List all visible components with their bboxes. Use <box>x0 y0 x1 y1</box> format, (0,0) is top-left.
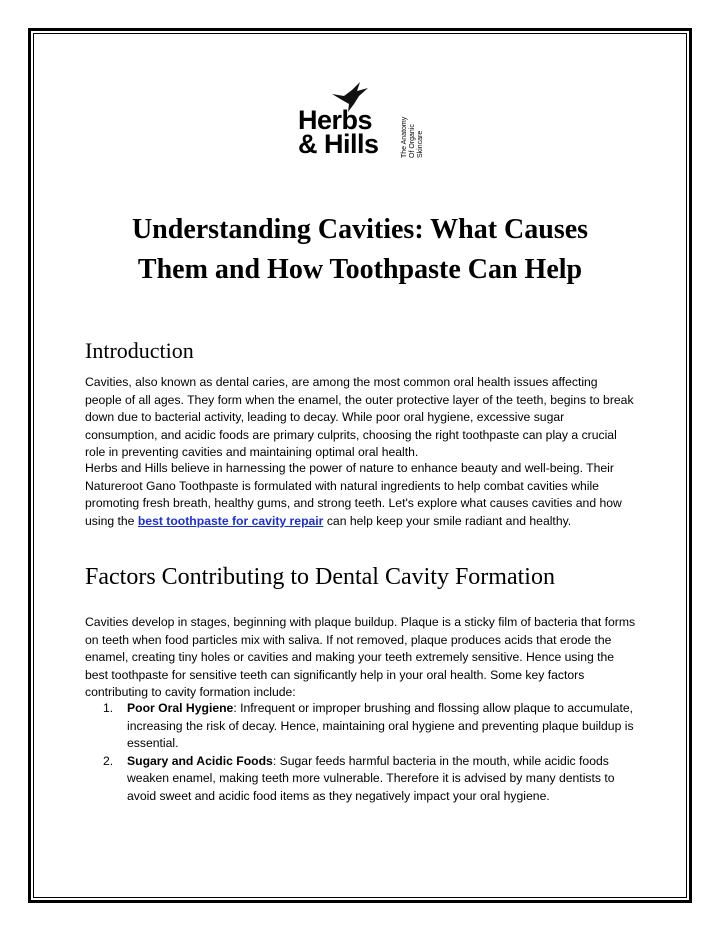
logo-tagline-1: The Anatomy <box>401 116 408 158</box>
cavity-repair-link[interactable]: best toothpaste for cavity repair <box>137 513 324 528</box>
title-line-2: Them and How Toothpaste Can Help <box>137 254 583 285</box>
intro-paragraph-2 <box>85 460 637 530</box>
title-line-1: Understanding Cavities: What Causes <box>131 214 589 245</box>
logo-tagline-3: Skincare <box>417 130 424 158</box>
document-title <box>90 210 630 290</box>
intro-paragraph-1: Cavities, also known as dental caries, are among the most common oral health issues affecting people of all ages. They form when the enamel, the outer protective layer of the teeth, begins to break down due to bacterial activity, leading to decay. While poor oral hygiene, excessive sugar consumption, and acidic foods are primary culprits, choosing the right toothpaste can play a crucial role in preventing cavities and maintaining optimal oral health. <box>85 375 634 460</box>
list-item-term: Sugary and Acidic Foods <box>127 753 273 768</box>
intro-paragraph-2-start: Herbs and Hills believe in harnessing the power of nature to enhance beauty and well-being. Their Natureroot Gano Toothpaste is formulated with natural ingredients to help combat cavities while promoting fresh breath, healthy gums, and strong teeth. Let's explore what causes cavities and how using the <box>85 461 622 528</box>
factors-heading: Factors Contributing to Dental Cavity Formation <box>85 564 555 590</box>
list-item-term: Poor Oral Hygiene <box>127 701 234 715</box>
factors-list <box>85 700 637 806</box>
list-item <box>85 700 637 753</box>
logo-line1: Herbs <box>298 105 373 135</box>
list-item-text: : Sugar feeds harmful bacteria in the mouth, while acidic foods weaken enamel, making teeth more vulnerable. Therefore it is advised by many dentists to avoid sweet and acidic food items as they negatively impact your oral hygiene. <box>127 753 615 803</box>
intro-paragraph-2-end: can help keep your smile radiant and healthy. <box>323 513 572 528</box>
intro-heading: Introduction <box>85 338 194 363</box>
logo-line2: & Hills <box>298 129 379 159</box>
logo-tagline <box>401 117 425 158</box>
list-item-number: 1. <box>103 701 114 715</box>
logo-tagline-2: Of Organic <box>409 124 416 158</box>
list-item-text: : Infrequent or improper brushing and flossing allow plaque to accumulate, increasing the risk of decay. Hence, maintaining oral hygiene and preventing plaque buildup is essential. <box>127 701 634 751</box>
logo-wordmark <box>298 105 379 159</box>
list-item <box>85 753 637 806</box>
brand-logo <box>298 80 426 164</box>
factors-paragraph: Cavities develop in stages, beginning with plaque buildup. Plaque is a sticky film of bacteria that forms on teeth when food particles mix with saliva. If not removed, plaque produces acids that erode the enamel, creating tiny holes or cavities and making your teeth extremely sensitive. Hence using the best toothpaste for sensitive teeth can significantly help in your oral health. Some key factors contributing to cavity formation include: <box>85 615 636 700</box>
list-item-number: 2. <box>103 753 114 768</box>
